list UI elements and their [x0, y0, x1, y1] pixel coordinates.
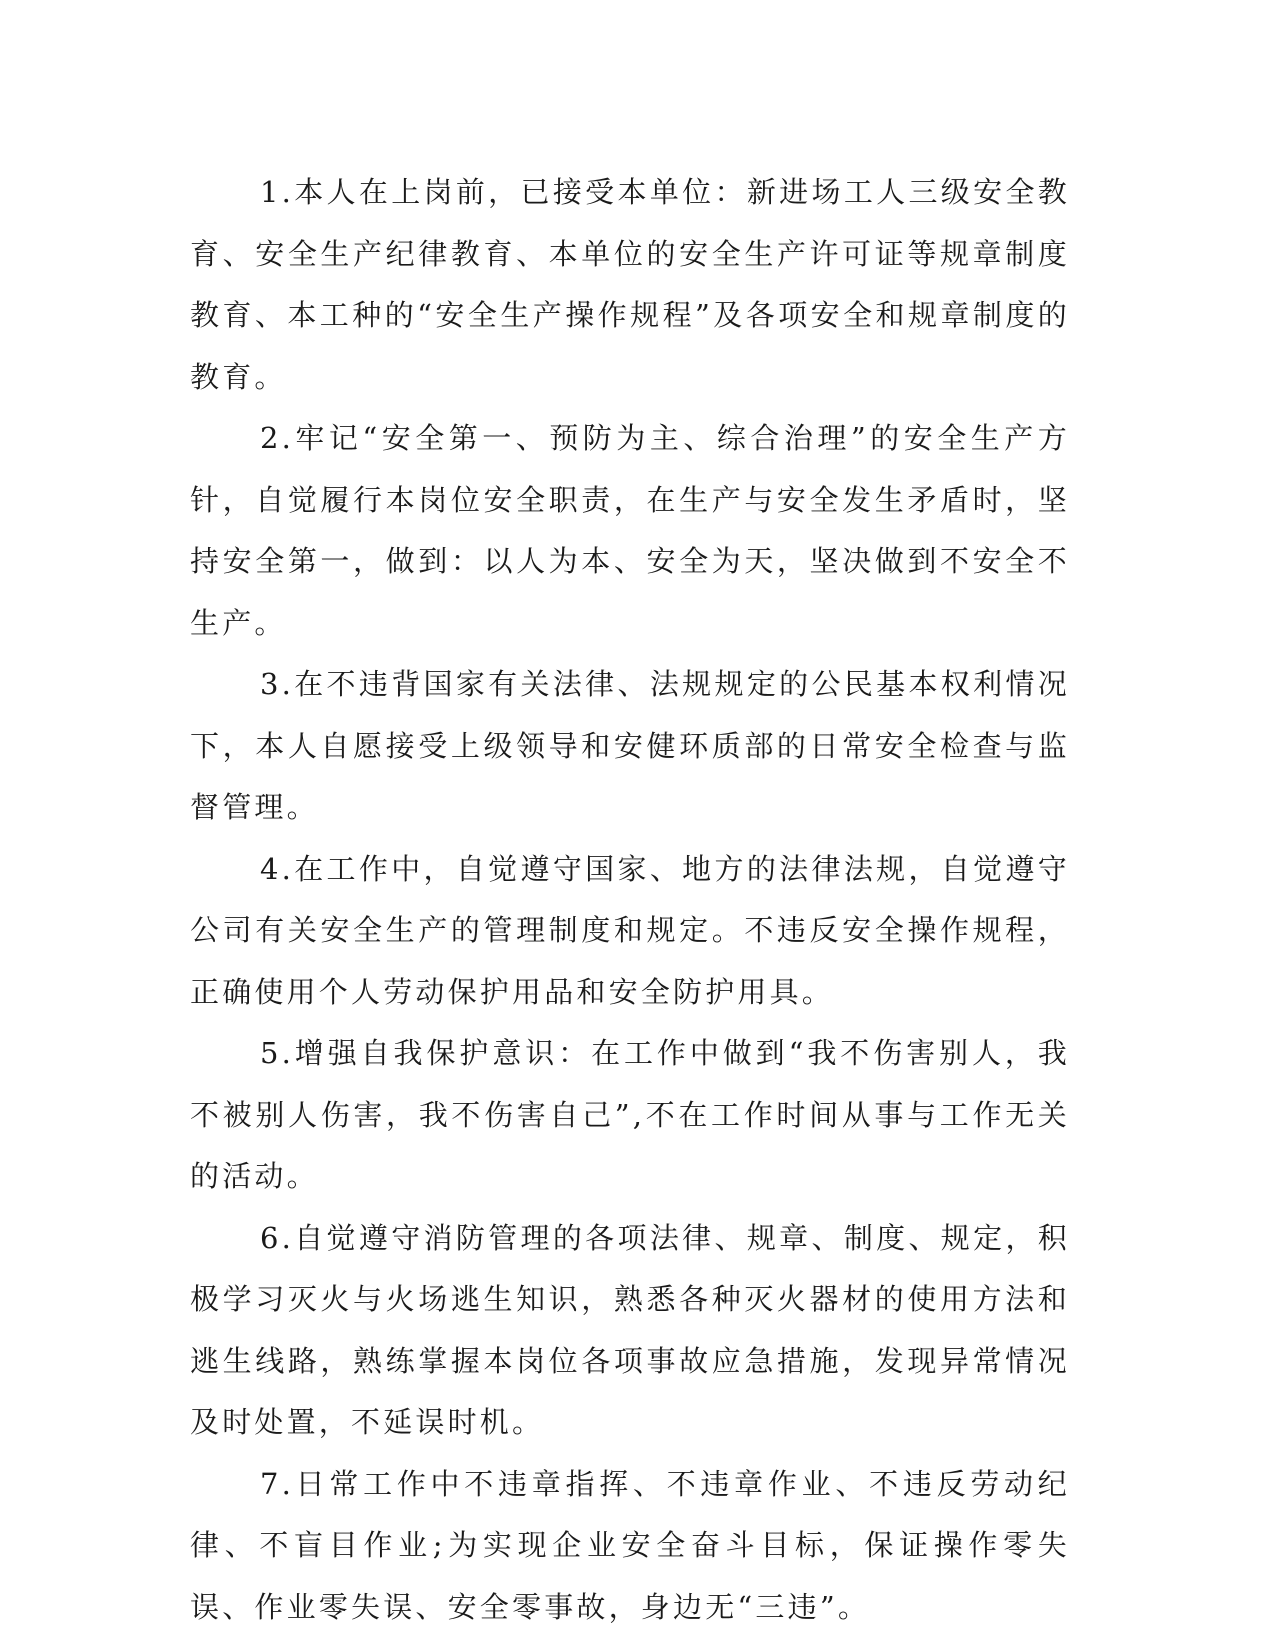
paragraph-7: 7.日常工作中不违章指挥、不违章作业、不违反劳动纪律、不盲目作业;为实现企业安全奋斗目标，保证操作零失误、作业零失误、安全零事故，身边无“三违”。 [190, 1466, 1070, 1624]
paragraph-5: 5.增强自我保护意识：在工作中做到“我不伤害别人，我不被别人伤害，我不伤害自己”,不在工作时间从事与工作无关的活动。 [190, 1036, 1070, 1193]
paragraph-3: 3.在不违背国家有关法律、法规规定的公民基本权利情况下，本人自愿接受上级领导和安健环质部的日常安全检查与监督管理。 [190, 667, 1070, 824]
paragraph-2: 2.牢记“安全第一、预防为主、综合治理”的安全生产方针，自觉履行本岗位安全职责，在生产与安全发生矛盾时，坚持安全第一，做到：以人为本、安全为天，坚决做到不安全不生产。 [190, 421, 1070, 640]
paragraph-6: 6.自觉遵守消防管理的各项法律、规章、制度、规定，积极学习灭火与火场逃生知识，熟悉各种灭火器材的使用方法和逃生线路，熟练掌握本岗位各项事故应急措施，发现异常情况及时处置，不延误时机。 [190, 1220, 1070, 1439]
document-body [190, 162, 1070, 1638]
paragraph-4: 4.在工作中，自觉遵守国家、地方的法律法规，自觉遵守公司有关安全生产的管理制度和规定。不违反安全操作规程，正确使用个人劳动保护用品和安全防护用具。 [190, 851, 1070, 1009]
paragraph-1: 1.本人在上岗前，已接受本单位：新进场工人三级安全教育、安全生产纪律教育、本单位的安全生产许可证等规章制度教育、本工种的“安全生产操作规程”及各项安全和规章制度的教育。 [190, 175, 1070, 394]
